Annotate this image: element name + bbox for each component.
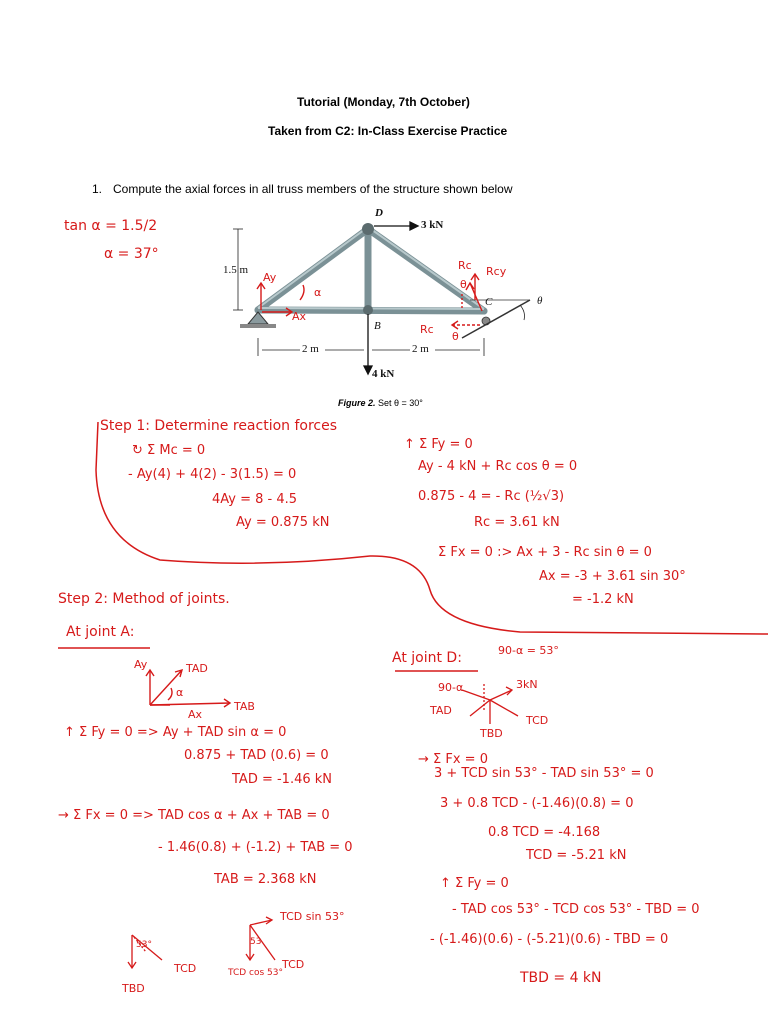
mark-alpha: α [314, 286, 322, 299]
joint-d-line-4: 0.8 TCD = -4.168 [488, 825, 601, 840]
joint-d-line-6: ↑ Σ Fy = 0 [440, 876, 509, 891]
step1r-line-4: Rc = 3.61 kN [474, 515, 560, 530]
joint-d-line-2: 3 + TCD sin 53° - TAD sin 53° = 0 [434, 766, 654, 781]
fbd-a-alpha: α [176, 686, 184, 699]
step1r-line-7: = -1.2 kN [572, 592, 634, 607]
joint-a-line-1: ↑ Σ Fy = 0 => Ay + TAD sin α = 0 [64, 725, 287, 740]
step1-line-3: 4Ay = 8 - 4.5 [212, 492, 298, 507]
fbd-a-ax: Ax [188, 708, 203, 721]
fbd-d-tad: TAD [430, 704, 452, 717]
sketch-angle-2: 53 [250, 937, 262, 947]
sketch-tcd-1: TCD [174, 962, 197, 975]
label-force-top: 3 kN [421, 219, 444, 231]
ground-a [240, 324, 276, 328]
joint-a-line-5: - 1.46(0.8) + (-1.2) + TAB = 0 [158, 840, 353, 855]
joint-a-line-6: TAB = 2.368 kN [214, 872, 317, 887]
fbd-d-tcd: TCD [526, 714, 549, 727]
mark-theta-b: θ [460, 278, 467, 291]
fbd-a-ay: Ay [134, 658, 148, 671]
joint-b [363, 305, 373, 315]
joint-d-line-5: TCD = -5.21 kN [526, 848, 627, 863]
tutorial-subtitle: Taken from C2: In-Class Exercise Practice [268, 124, 508, 138]
divider-strokes [58, 422, 768, 671]
joint-d-fbd [462, 684, 518, 724]
label-span-right: 2 m [412, 343, 429, 355]
joint-a-heading: At joint A: [66, 624, 135, 640]
figure-caption-text: Set θ = 30° [378, 398, 423, 408]
fbd-d-force: 3kN [516, 678, 538, 691]
fbd-a-tad: TAD [186, 662, 208, 675]
question-text: Compute the axial forces in all truss members of the structure shown below [113, 182, 513, 196]
fbd-d-tbd: TBD [480, 727, 503, 740]
step1r-line-2: Ay - 4 kN + Rc cos θ = 0 [418, 459, 578, 474]
joint-d-heading: At joint D: [392, 650, 462, 666]
sketch-tcd-cos: TCD cos 53° [228, 968, 284, 978]
fbd-d-left-angle: 90-α [438, 681, 464, 694]
joint-d-line-3: 3 + 0.8 TCD - (-1.46)(0.8) = 0 [440, 796, 634, 811]
pin-support-a [248, 312, 268, 324]
alpha-line: α = 37° [104, 246, 159, 262]
joint-d-line-1: → Σ Fx = 0 [418, 752, 488, 767]
dimension-lines [233, 229, 484, 356]
label-c: C [485, 296, 493, 308]
tutorial-title: Tutorial (Monday, 7th October) [297, 95, 470, 109]
joint-d-line-8: - (-1.46)(0.6) - (-5.21)(0.6) - TBD = 0 [430, 932, 669, 947]
step1-line-2: - Ay(4) + 4(2) - 3(1.5) = 0 [128, 467, 297, 482]
joint-d-line-9: TBD = 4 kN [520, 970, 602, 986]
label-height: 1.5 m [223, 264, 249, 276]
step1r-line-3: 0.875 - 4 = - Rc (½√3) [418, 489, 565, 504]
mark-rc-low: Rc [420, 323, 434, 336]
step1-line-4: Ay = 0.875 kN [236, 515, 330, 530]
mark-theta-low: θ [452, 330, 459, 343]
joint-a-line-3: TAD = -1.46 kN [232, 772, 333, 787]
step1r-line-6: Ax = -3 + 3.61 sin 30° [539, 569, 686, 584]
sketch-tcd-sin: TCD sin 53° [280, 910, 345, 923]
step1-heading: Step 1: Determine reaction forces [100, 418, 338, 434]
step1r-line-1: ↑ Σ Fy = 0 [404, 437, 473, 452]
label-d: D [375, 207, 383, 219]
joint-d-line-7: - TAD cos 53° - TCD cos 53° - TBD = 0 [452, 902, 700, 917]
joint-d-angle-note: 90-α = 53° [498, 644, 559, 657]
figure-caption-label: Figure 2. [338, 398, 376, 408]
tan-alpha-line: tan α = 1.5/2 [64, 218, 158, 234]
joint-a-fbd [146, 670, 230, 707]
sketch-tcd-2: TCD [282, 958, 305, 971]
sketch-angle-1: 53° [136, 940, 152, 950]
truss-members [258, 229, 484, 311]
label-span-left: 2 m [302, 343, 319, 355]
label-force-bottom: 4 kN [372, 368, 395, 380]
sketch-tbd: TBD [122, 982, 145, 995]
joint-a-line-4: → Σ Fx = 0 => TAD cos α + Ax + TAB = 0 [58, 808, 330, 823]
label-b: B [374, 320, 381, 332]
step1-line-1: ↻ Σ Mc = 0 [132, 443, 206, 458]
mark-ax: Ax [292, 310, 307, 323]
fbd-a-tab: TAB [234, 700, 255, 713]
mark-ay: Ay [263, 271, 277, 284]
joint-d [362, 223, 374, 235]
mark-rcy: Rcy [486, 265, 507, 278]
label-theta: θ [537, 295, 543, 307]
joint-a-line-2: 0.875 + TAD (0.6) = 0 [184, 748, 329, 763]
mark-rc: Rc [458, 259, 472, 272]
step1r-line-5: Σ Fx = 0 :> Ax + 3 - Rc sin θ = 0 [438, 545, 652, 560]
step2-heading: Step 2: Method of joints. [58, 591, 230, 607]
question-number: 1. [92, 182, 103, 196]
